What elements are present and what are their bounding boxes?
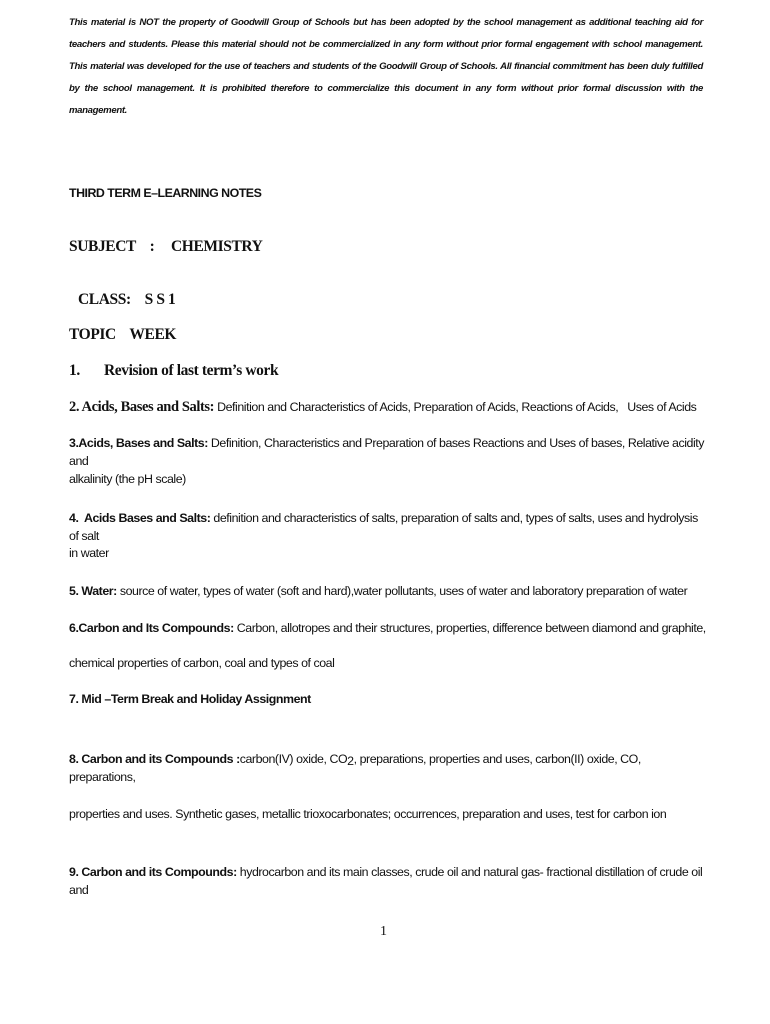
item-6-continued: chemical properties of carbon, coal and types of coal: [69, 656, 335, 670]
item-3-text: Definition, Characteristics and Preparation of bases Reactions and Uses of bases, Relative acidity and: [69, 436, 704, 468]
item-4-label: 4. Acids Bases and Salts:: [69, 511, 211, 525]
item-8-subscript: 2: [347, 754, 354, 768]
class-line: CLASS: S S 1: [78, 291, 176, 308]
item-5-label: 5. Water:: [69, 584, 117, 598]
item-2-text: Definition and Characteristics of Acids, Preparation of Acids, Reactions of Acids, Uses of Acids: [214, 400, 697, 414]
item-3-label: 3.Acids, Bases and Salts:: [69, 436, 208, 450]
topic-week-header: TOPIC WEEK: [69, 326, 177, 343]
item-3-continued: alkalinity (the pH scale): [69, 472, 186, 486]
disclaimer-text: This material is NOT the property of Goodwill Group of Schools but has been adopted by the school management as additional teaching aid for teachers and students. Please this material should not be commercialized in any form without prior formal engagement with school management. This material was developed for the use of teachers and students of the Goodwill Group of Schools. All financial commitment has been duly fulfilled by the school management. It is prohibited therefore to commercialize this document in any form without prior formal discussion with the management.: [69, 17, 703, 116]
subject-value: CHEMISTRY: [171, 238, 263, 255]
item-4-text: definition and characteristics of salts, preparation of salts and, types of salts, uses and hydrolysis of salt: [69, 511, 698, 543]
item-8-text-b: , preparations, properties and uses, carbon(II) oxide, CO, preparations,: [69, 752, 641, 784]
item-5: [69, 582, 709, 600]
item-8: [69, 750, 709, 786]
item-8-label: 8. Carbon and its Compounds :: [69, 752, 240, 766]
item-6-text: Carbon, allotropes and their structures, properties, difference between diamond and graphite,: [233, 621, 706, 635]
item-3: [69, 434, 709, 470]
notes-heading: THIRD TERM E–LEARNING NOTES: [69, 186, 262, 200]
item-6: [69, 619, 709, 637]
item-7: 7. Mid –Term Break and Holiday Assignment: [69, 692, 311, 706]
item-2-label: 2. Acids, Bases and Salts:: [69, 399, 215, 415]
item-9: [69, 863, 709, 899]
item-8-text-a: carbon(IV) oxide, CO: [239, 752, 348, 766]
item-1-text: Revision of last term’s work: [104, 362, 279, 379]
item-6-label: 6.Carbon and Its Compounds:: [69, 621, 234, 635]
item-9-text: hydrocarbon and its main classes, crude oil and natural gas- fractional distillation of crude oil and: [69, 865, 703, 897]
subject-label: SUBJECT :: [69, 238, 155, 255]
item-8-continued: properties and uses. Synthetic gases, metallic trioxocarbonates; occurrences, preparation and uses, test for carbon ion: [69, 807, 667, 821]
item-1-number: 1.: [69, 362, 80, 379]
item-4: [69, 509, 709, 545]
page-number: 1: [380, 924, 387, 939]
item-5-text: source of water, types of water (soft and hard),water pollutants, uses of water and laboratory preparation of water: [116, 584, 688, 598]
item-4-continued: in water: [69, 546, 109, 560]
item-2: [69, 398, 709, 416]
item-9-label: 9. Carbon and its Compounds:: [69, 865, 237, 879]
